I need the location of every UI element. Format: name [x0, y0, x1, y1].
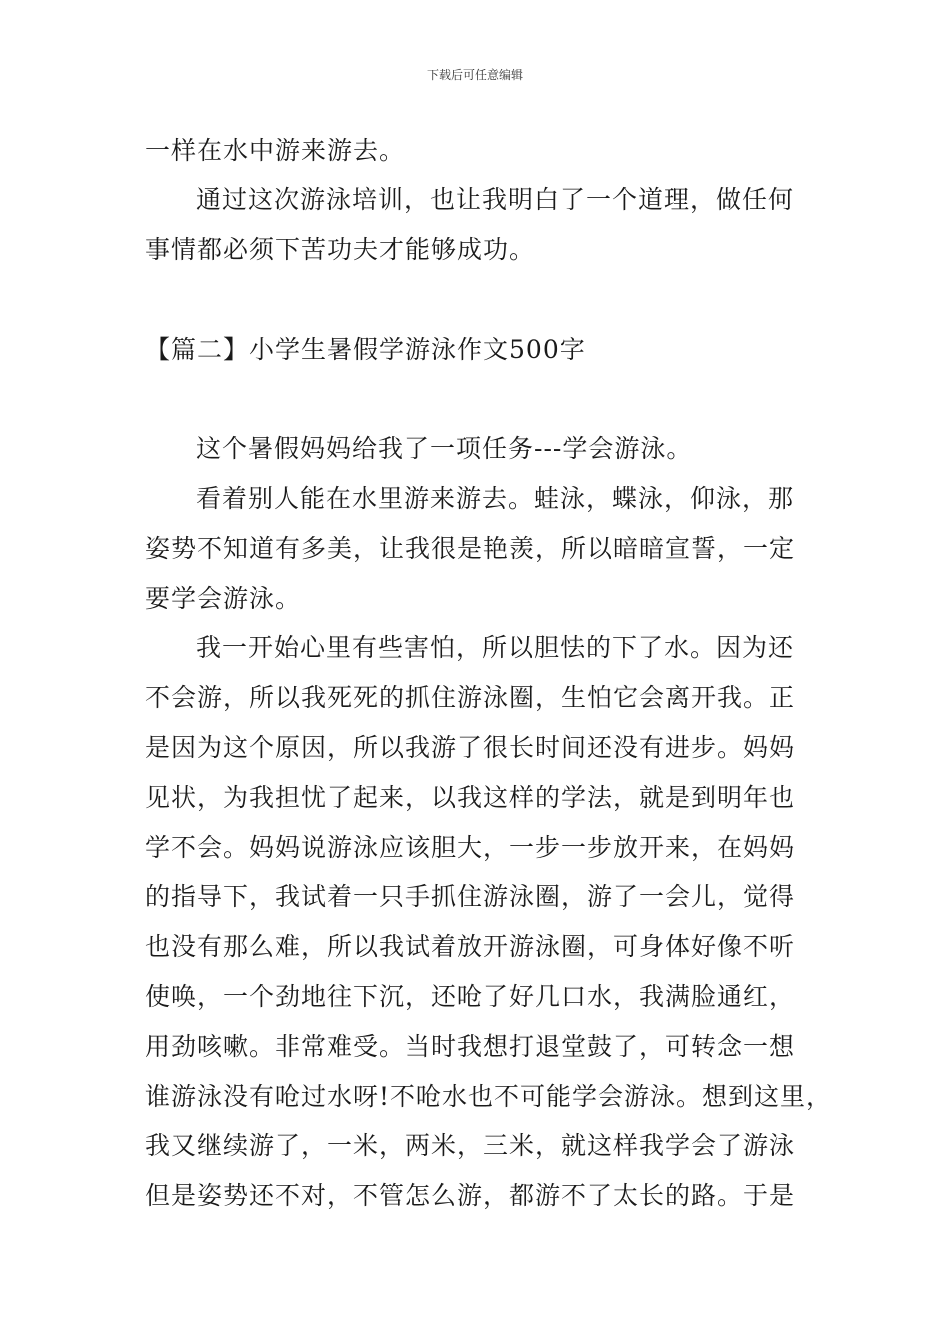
- text-line: 通过这次游泳培训，也让我明白了一个道理，做任何: [196, 185, 795, 214]
- text-line: 看着别人能在水里游来游去。蛙泳，蝶泳，仰泳，那: [196, 484, 795, 513]
- section-heading: 【篇二】小学生暑假学游泳作文500字: [145, 335, 586, 364]
- text-line: 的指导下，我试着一只手抓住游泳圈，游了一会儿，觉得: [145, 882, 796, 911]
- text-line: 使唤，一个劲地往下沉，还呛了好几口水，我满脸通红，: [145, 982, 796, 1011]
- text-line: 一样在水中游来游去。: [145, 136, 406, 165]
- text-line: 要学会游泳。: [145, 584, 302, 613]
- text-line: 但是姿势还不对，不管怎么游，都游不了太长的路。于是: [145, 1181, 796, 1210]
- text-line: 事情都必须下苦功夫才能够成功。: [145, 235, 536, 264]
- text-line: 姿势不知道有多美，让我很是艳羡，所以暗暗宣誓，一定: [145, 534, 796, 563]
- text-line: 谁游泳没有呛过水呀!不呛水也不可能学会游泳。想到这里，: [145, 1082, 833, 1111]
- text-line: 我又继续游了，一米，两米，三米，就这样我学会了游泳: [145, 1131, 796, 1160]
- text-line: 学不会。妈妈说游泳应该胆大，一步一步放开来，在妈妈: [145, 833, 796, 862]
- text-line: 不会游，所以我死死的抓住游泳圈，生怕它会离开我。正: [145, 683, 796, 712]
- text-line: 这个暑假妈妈给我了一项任务---学会游泳。: [196, 434, 693, 463]
- text-line: 也没有那么难，所以我试着放开游泳圈，可身体好像不听: [145, 932, 796, 961]
- text-line: 用劲咳嗽。非常难受。当时我想打退堂鼓了，可转念一想: [145, 1032, 796, 1061]
- text-line: 我一开始心里有些害怕，所以胆怯的下了水。因为还: [196, 633, 795, 662]
- text-line: 见状，为我担忧了起来，以我这样的学法，就是到明年也: [145, 783, 796, 812]
- text-line: 是因为这个原因，所以我游了很长时间还没有进步。妈妈: [145, 733, 796, 762]
- page-header: 下载后可任意编辑: [426, 68, 523, 82]
